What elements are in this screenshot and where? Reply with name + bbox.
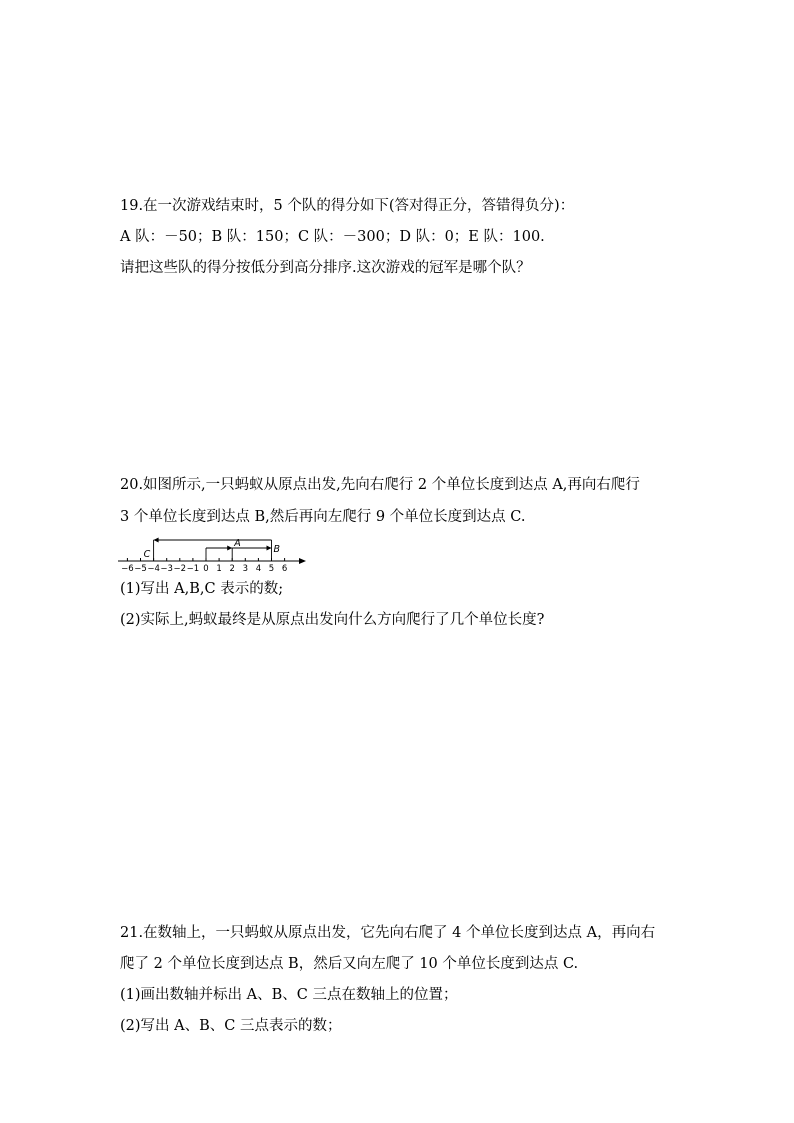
q20-line-1: 20.如图所示,一只蚂蚁从原点出发,先向右爬行 2 个单位长度到达点 A,再向右爬行: [120, 477, 640, 493]
tick-label: 0: [203, 564, 209, 574]
tick-label: −5: [134, 564, 147, 574]
q19-line-1: 19.在一次游戏结束时，5 个队的得分如下(答对得正分，答错得负分)：: [120, 198, 575, 214]
tick-label: 6: [281, 564, 288, 574]
tick-label: 1: [216, 564, 222, 574]
tick-label: −1: [186, 564, 200, 574]
q19-line-3: 请把这些队的得分按低分到高分排序.这次游戏的冠军是哪个队？: [120, 260, 531, 276]
tick-label: 5: [268, 564, 275, 574]
axis-arrowhead: [299, 558, 306, 564]
tick-label: −6: [121, 564, 134, 574]
q19-line-2: A 队：－50；B 队：150；C 队：－300；D 队：0；E 队：100.: [120, 229, 545, 245]
tick-label: 4: [255, 564, 262, 574]
tick-label: −4: [147, 564, 160, 574]
q20-sub-1: (1)写出 A,B,C 表示的数;: [120, 581, 284, 597]
q21-sub-2: (2)写出 A、B、C 三点表示的数；: [120, 1018, 342, 1034]
tick-label: −2: [173, 564, 187, 574]
tick-label: 2: [229, 564, 235, 574]
tick-label: −3: [160, 564, 173, 574]
point-label-c: C: [143, 549, 151, 560]
q21-sub-1: (1)画出数轴并标出 A、B、C 三点在数轴上的位置；: [120, 987, 458, 1003]
q20-line-2: 3 个单位长度到达点 B,然后再向左爬行 9 个单位长度到达点 C.: [120, 509, 526, 525]
q21-line-1: 21.在数轴上，一只蚂蚁从原点出发，它先向右爬了 4 个单位长度到达点 A，再向右: [120, 925, 656, 941]
q21-line-2: 爬了 2 个单位长度到达点 B，然后又向左爬了 10 个单位长度到达点 C.: [120, 956, 579, 972]
q20-sub-2: (2)实际上,蚂蚁最终是从原点出发向什么方向爬行了几个单位长度?: [120, 612, 545, 628]
path-arrow-c: [154, 538, 159, 543]
point-label-a: A: [234, 538, 241, 549]
path-arrow-b: [267, 546, 272, 551]
point-label-b: B: [273, 544, 281, 555]
tick-label: 3: [242, 564, 249, 574]
number-line-figure: [116, 534, 310, 572]
path-arrow-a: [227, 546, 232, 551]
